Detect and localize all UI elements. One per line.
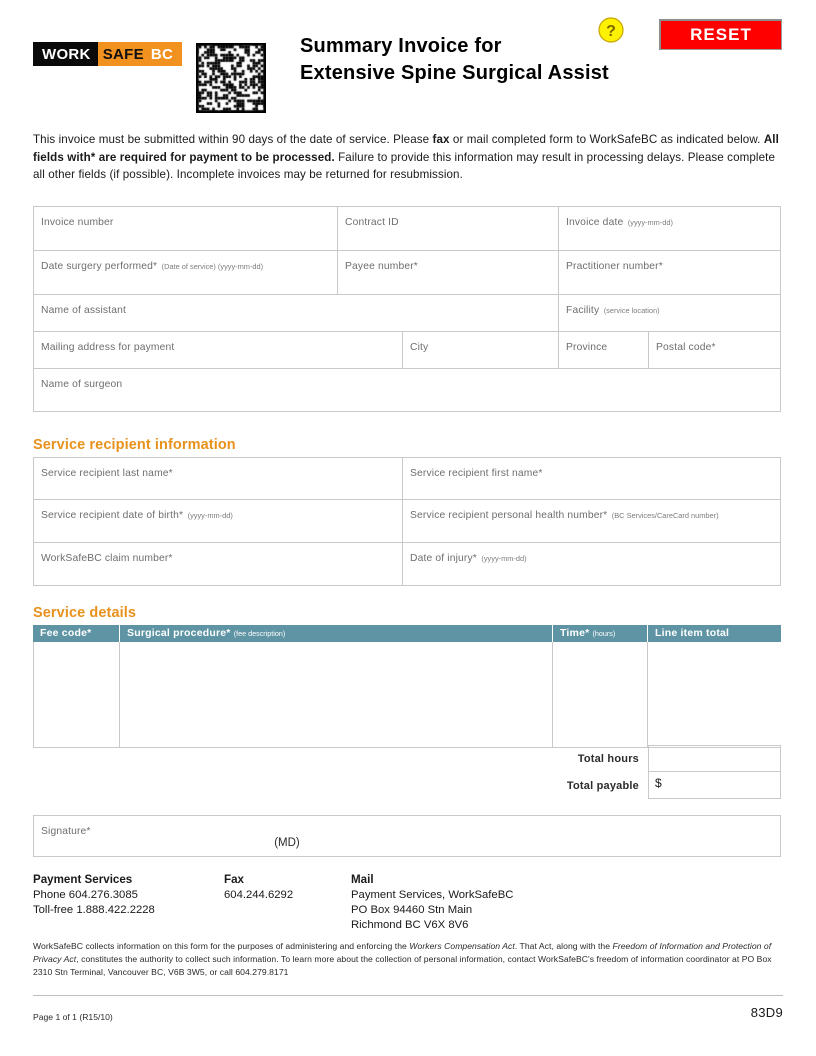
table-row	[34, 295, 781, 332]
label-practitioner-number: Practitioner number*	[566, 261, 663, 272]
legal-text-2: . That Act, along with the	[514, 941, 613, 951]
contact-mail-line2: PO Box 94460 Stn Main	[351, 904, 473, 916]
label-invoice-date: Invoice date	[566, 217, 624, 228]
label-facility: Facility	[566, 305, 600, 316]
column-header-fee-code	[33, 625, 120, 642]
datamatrix-barcode	[196, 43, 266, 113]
field-date-of-injury[interactable]	[403, 543, 781, 586]
contact-heading-mail: Mail	[351, 873, 374, 886]
logo-word-work: WORK	[33, 42, 98, 66]
privacy-notice	[33, 940, 783, 980]
label-name-of-assistant: Name of assistant	[41, 305, 126, 316]
page-title-line2: Extensive Spine Surgical Assist	[300, 62, 609, 84]
column-header-surgical-procedure-hint: (fee description)	[233, 629, 286, 638]
field-invoice-number[interactable]	[34, 207, 338, 251]
column-header-time	[553, 625, 648, 642]
label-payee-number: Payee number*	[345, 261, 418, 272]
hint-invoice-date: (yyyy-mm-dd)	[627, 218, 673, 227]
label-mailing-address: Mailing address for payment	[41, 342, 175, 353]
contact-fax-number: 604.244.6292	[224, 889, 294, 901]
contact-column-fax	[224, 872, 293, 903]
label-invoice-number: Invoice number	[41, 217, 114, 228]
section-heading-service-details: Service details	[33, 605, 137, 621]
contact-phone: Phone 604.276.3085	[33, 889, 138, 901]
table-row	[34, 332, 781, 369]
contact-mail-line3: Richmond BC V6X 8V6	[351, 919, 469, 931]
label-recipient-dob: Service recipient date of birth*	[41, 510, 184, 521]
contact-heading-payment-services: Payment Services	[33, 873, 133, 886]
field-recipient-dob[interactable]	[34, 500, 403, 543]
contact-column-payment-services	[33, 872, 155, 918]
hint-facility: (service location)	[603, 306, 660, 315]
form-code: 83D9	[750, 1005, 783, 1020]
field-total-hours[interactable]	[648, 745, 781, 772]
column-header-fee-code-label: Fee code*	[40, 627, 92, 639]
legal-italic-wca: Workers Compensation Act	[409, 941, 515, 951]
cell-fee-code[interactable]	[34, 642, 120, 747]
cell-line-item-total[interactable]	[648, 642, 781, 747]
worksafebc-logo	[33, 42, 182, 66]
field-facility[interactable]	[559, 295, 781, 332]
total-payable-row	[33, 772, 781, 799]
field-name-of-assistant[interactable]	[34, 295, 559, 332]
service-details-header-row	[33, 625, 781, 642]
invoice-details-table	[33, 206, 781, 412]
field-mailing-address[interactable]	[34, 332, 403, 369]
label-recipient-first-name: Service recipient first name*	[410, 468, 543, 479]
field-province[interactable]	[559, 332, 649, 369]
table-row	[34, 207, 781, 251]
label-province: Province	[566, 342, 608, 353]
label-signature: Signature*	[41, 826, 91, 837]
label-date-of-injury: Date of injury*	[410, 553, 477, 564]
table-row	[34, 500, 781, 543]
column-header-line-item-total	[648, 625, 781, 642]
section-heading-service-recipient: Service recipient information	[33, 437, 236, 453]
field-recipient-phn[interactable]	[403, 500, 781, 543]
page-number: Page 1 of 1 (R15/10)	[33, 1012, 113, 1022]
intro-text-2: or mail completed form to WorkSafeBC as indicated below.	[449, 133, 764, 146]
svg-text:?: ?	[606, 23, 616, 40]
field-practitioner-number[interactable]	[559, 251, 781, 295]
field-signature[interactable]	[33, 815, 781, 857]
help-question-icon[interactable]	[597, 16, 625, 44]
field-postal-code[interactable]	[649, 332, 781, 369]
field-total-payable[interactable]: $	[648, 772, 781, 799]
label-recipient-last-name: Service recipient last name*	[41, 468, 173, 479]
contact-column-mail	[351, 872, 513, 933]
label-postal-code: Postal code*	[656, 342, 716, 353]
field-date-surgery-performed[interactable]	[34, 251, 338, 295]
label-total-hours: Total hours	[577, 752, 639, 765]
hint-date-surgery-performed: (Date of service) (yyyy-mm-dd)	[161, 262, 264, 271]
hint-date-of-injury: (yyyy-mm-dd)	[481, 554, 527, 563]
column-header-line-item-total-label: Line item total	[655, 627, 730, 639]
logo-word-bc: BC	[149, 42, 182, 66]
signature-md-suffix: (MD)	[274, 837, 300, 849]
label-name-of-surgeon: Name of surgeon	[41, 379, 123, 390]
contact-mail-line1: Payment Services, WorkSafeBC	[351, 889, 514, 901]
table-row	[34, 543, 781, 586]
contact-heading-fax: Fax	[224, 873, 244, 886]
service-details-entry-row	[33, 642, 781, 748]
field-claim-number[interactable]	[34, 543, 403, 586]
total-hours-row	[33, 745, 781, 772]
column-header-surgical-procedure	[120, 625, 553, 642]
field-recipient-last-name[interactable]	[34, 458, 403, 500]
label-recipient-phn: Service recipient personal health number*	[410, 510, 608, 521]
page-title-line1: Summary Invoice for	[300, 35, 502, 57]
service-recipient-table	[33, 457, 781, 586]
field-contract-id[interactable]	[338, 207, 559, 251]
field-name-of-surgeon[interactable]	[34, 369, 781, 412]
table-row	[34, 369, 781, 412]
intro-text-3: Failure to provide this information may result in processing delays. Please complete all other fields (if possible). Incomplete invoices may be returned for resubmission.	[33, 150, 776, 181]
column-header-time-hint: (hours)	[592, 629, 616, 638]
hint-recipient-phn: (BC Services/CareCard number)	[611, 511, 719, 520]
contact-tollfree: Toll-free 1.888.422.2228	[33, 904, 155, 916]
table-row	[34, 251, 781, 295]
intro-bold-required: All fields with* are required for payment to be processed.	[33, 133, 779, 164]
hint-recipient-dob: (yyyy-mm-dd)	[187, 511, 233, 520]
instructions-paragraph	[33, 131, 783, 184]
page-title	[300, 33, 609, 87]
field-city[interactable]	[403, 332, 559, 369]
label-total-payable: Total payable	[566, 779, 639, 792]
field-recipient-first-name[interactable]	[403, 458, 781, 500]
intro-text-1: This invoice must be submitted within 90 days of the date of service. Please	[33, 133, 433, 146]
legal-text-1: WorkSafeBC collects information on this form for the purposes of administering and enforcing the	[33, 941, 410, 951]
reset-button[interactable]: RESET	[659, 19, 782, 50]
label-contract-id: Contract ID	[345, 217, 399, 228]
label-date-surgery-performed: Date surgery performed*	[41, 261, 158, 272]
legal-text-3: , constitutes the authority to collect such information. To learn more about the collection of personal information, contact WorkSafeBC's freedom of information coordinator at PO Box 2310 Stn Terminal, Vancouver BC, V6B 3W5, or call 604.279.8171	[33, 954, 772, 978]
legal-italic-fippa: Freedom of Information and Protection of Privacy Act	[33, 941, 772, 965]
page-header	[0, 0, 816, 128]
cell-surgical-procedure[interactable]	[120, 642, 553, 747]
footer-divider	[33, 995, 783, 996]
column-header-surgical-procedure-label: Surgical procedure*	[127, 627, 231, 639]
label-city: City	[410, 342, 429, 353]
logo-word-safe: SAFE	[98, 42, 149, 66]
column-header-time-label: Time*	[560, 627, 590, 639]
cell-time[interactable]	[553, 642, 648, 747]
label-claim-number: WorkSafeBC claim number*	[41, 553, 173, 564]
table-row	[34, 458, 781, 500]
service-details-table	[33, 625, 781, 748]
field-invoice-date[interactable]	[559, 207, 781, 251]
totals-block	[33, 745, 781, 799]
intro-bold-fax: fax	[432, 133, 450, 146]
field-payee-number[interactable]	[338, 251, 559, 295]
